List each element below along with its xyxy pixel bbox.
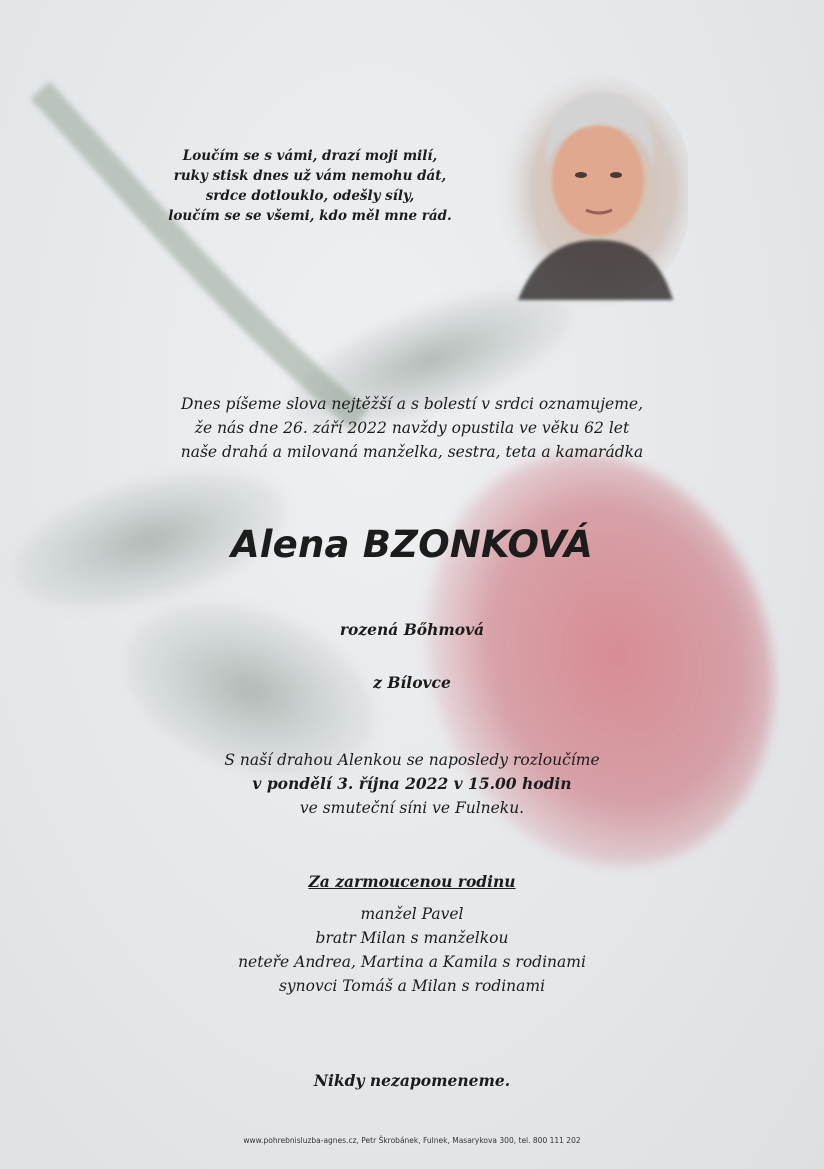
farewell-poem xyxy=(160,146,460,226)
family-heading: Za zarmoucenou rodinu xyxy=(308,872,516,891)
funeral-venue: ve smuteční síni ve Fulneku. xyxy=(299,799,525,817)
portrait-photo xyxy=(488,70,688,310)
funeral-line: S naší drahou Alenkou se naposledy rozloučíme xyxy=(224,751,600,769)
rose-shape xyxy=(373,408,824,913)
announcement-line: naše drahá a milovaná manželka, sestra, teta a kamarádka xyxy=(180,443,644,461)
funeral-details xyxy=(0,748,824,820)
poem-line: ruky stisk dnes už vám nemohu dát, xyxy=(173,168,447,184)
family-member: manžel Pavel xyxy=(360,905,464,923)
maiden-name: rozená Bőhmová xyxy=(339,620,485,639)
family-member: synovci Tomáš a Milan s rodinami xyxy=(278,977,546,995)
funeral-service-footer: www.pohrebnisluzba-agnes.cz, Petr Škrobánek, Fulnek, Masarykova 300, tel. 800 111 202 xyxy=(243,1136,581,1145)
poem-line: srdce dotlouklo, odešly síly, xyxy=(205,188,415,204)
poem-line: loučím se se všemi, kdo měl mne rád. xyxy=(168,208,452,224)
poem-line: Loučím se s vámi, drazí moji milí, xyxy=(182,148,438,164)
hometown: z Bílovce xyxy=(373,673,451,692)
family-list xyxy=(0,902,824,998)
family-member: bratr Milan s manželkou xyxy=(315,929,509,947)
announcement-line: Dnes píšeme slova nejtěžší a s bolestí v srdci oznamujeme, xyxy=(180,395,644,413)
deceased-name: Alena BZONKOVÁ xyxy=(230,523,594,566)
announcement-line: že nás dne 26. září 2022 navždy opustila ve věku 62 let xyxy=(194,419,630,437)
family-member: neteře Andrea, Martina a Kamila s rodinami xyxy=(238,953,586,971)
announcement-text xyxy=(0,392,824,464)
funeral-date: v pondělí 3. října 2022 v 15.00 hodin xyxy=(252,774,572,793)
closing-line: Nikdy nezapomeneme. xyxy=(313,1071,511,1090)
